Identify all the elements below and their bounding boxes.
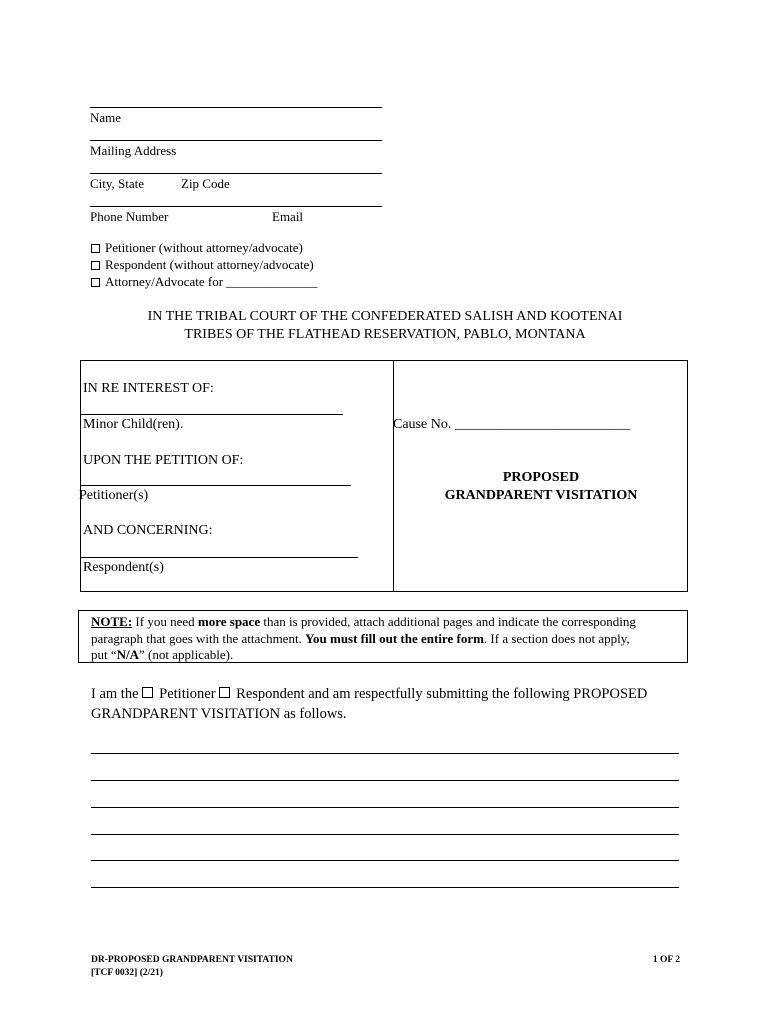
petitioner-checkbox[interactable] [91,244,100,253]
statement-i-am: I am the [91,686,139,702]
phone-number-label: Phone Number [90,209,169,224]
petitioner-option-label: Petitioner (without attorney/advocate) [105,240,303,255]
attorney-option[interactable] [91,274,317,290]
court-heading-line1: IN THE TRIBAL COURT OF THE CONFEDERATED SALISH AND KOOTENAI [147,309,623,324]
statement-respondent-checkbox[interactable] [219,687,230,698]
footer-form-name: DR-PROPOSED GRANDPARENT VISITATION [91,955,293,965]
document-title-line1: PROPOSED [502,470,580,485]
mailing-address-label: Mailing Address [90,143,177,158]
note-text-4: . If a section does not apply, [483,630,630,646]
attorney-checkbox[interactable] [91,278,100,287]
court-heading [0,309,770,343]
respondent-checkbox[interactable] [91,261,100,270]
mailing-address-line[interactable] [90,140,382,141]
respondent-caption-label: Respondent(s) [83,560,164,575]
city-zip-line[interactable] [90,173,382,174]
note-bold-2: You must fill out the entire form [305,630,484,646]
statement-petitioner-label: Petitioner [159,686,216,702]
note-text-1: If you need [132,614,198,629]
answer-line[interactable] [91,834,679,835]
statement-line1 [91,684,691,704]
statement [91,684,691,724]
note-line3 [91,647,681,664]
note-label: NOTE: [91,614,133,629]
city-state-label: City, State [90,176,145,191]
name-label: Name [90,110,122,125]
statement-respondent-label: Respondent and am respectfully submitting the following PROPOSED [236,686,648,702]
answer-line[interactable] [91,887,679,888]
statement-petitioner-checkbox[interactable] [142,687,153,698]
note-line2 [91,631,681,648]
zip-code-label: Zip Code [181,176,230,191]
document-title [394,470,688,504]
petitioner-option[interactable] [91,240,303,256]
document-title-line2: GRANDPARENT VISITATION [444,488,638,503]
cause-number-field[interactable]: Cause No. _________________________ [393,417,630,432]
answer-line[interactable] [91,807,679,808]
phone-email-line[interactable] [90,206,382,207]
note-text-3: paragraph that goes with the attachment. [91,630,306,646]
note-text-2: than is provided, attach additional pages and indicate the corresponding [260,614,636,629]
note-line1 [91,614,681,631]
respondent-option[interactable] [91,257,314,273]
attorney-option-label: Attorney/Advocate for ______________ [105,274,318,289]
name-line[interactable] [90,107,382,108]
answer-line[interactable] [91,780,679,781]
concerning-label: AND CONCERNING: [83,523,213,538]
email-label: Email [272,209,304,224]
in-re-label: IN RE INTEREST OF: [83,381,214,396]
respondent-option-label: Respondent (without attorney/advocate) [105,257,314,272]
footer-form-code: [TCF 0032] (2/21) [91,968,163,978]
petitioner-caption-label: Petitioner(s) [79,488,149,503]
answer-line[interactable] [91,753,679,754]
court-heading-line2: TRIBES OF THE FLATHEAD RESERVATION, PABLO, MONTANA [184,327,586,342]
answer-line[interactable] [91,860,679,861]
note-bold-1: more space [197,614,261,629]
upon-petition-label: UPON THE PETITION OF: [83,453,244,468]
minor-child-name-line[interactable] [81,414,343,415]
statement-line2: GRANDPARENT VISITATION as follows. [91,706,347,722]
note-bold-3: N/A [116,647,140,662]
respondent-name-line[interactable] [81,557,358,558]
petitioner-name-line[interactable] [81,485,351,486]
note-text-6: ” (not applicable). [139,647,234,662]
minor-child-label: Minor Child(ren). [83,417,184,432]
footer-page-number: 1 OF 2 [652,955,680,965]
note-text [91,614,681,664]
note-text-5: put “ [91,647,117,662]
